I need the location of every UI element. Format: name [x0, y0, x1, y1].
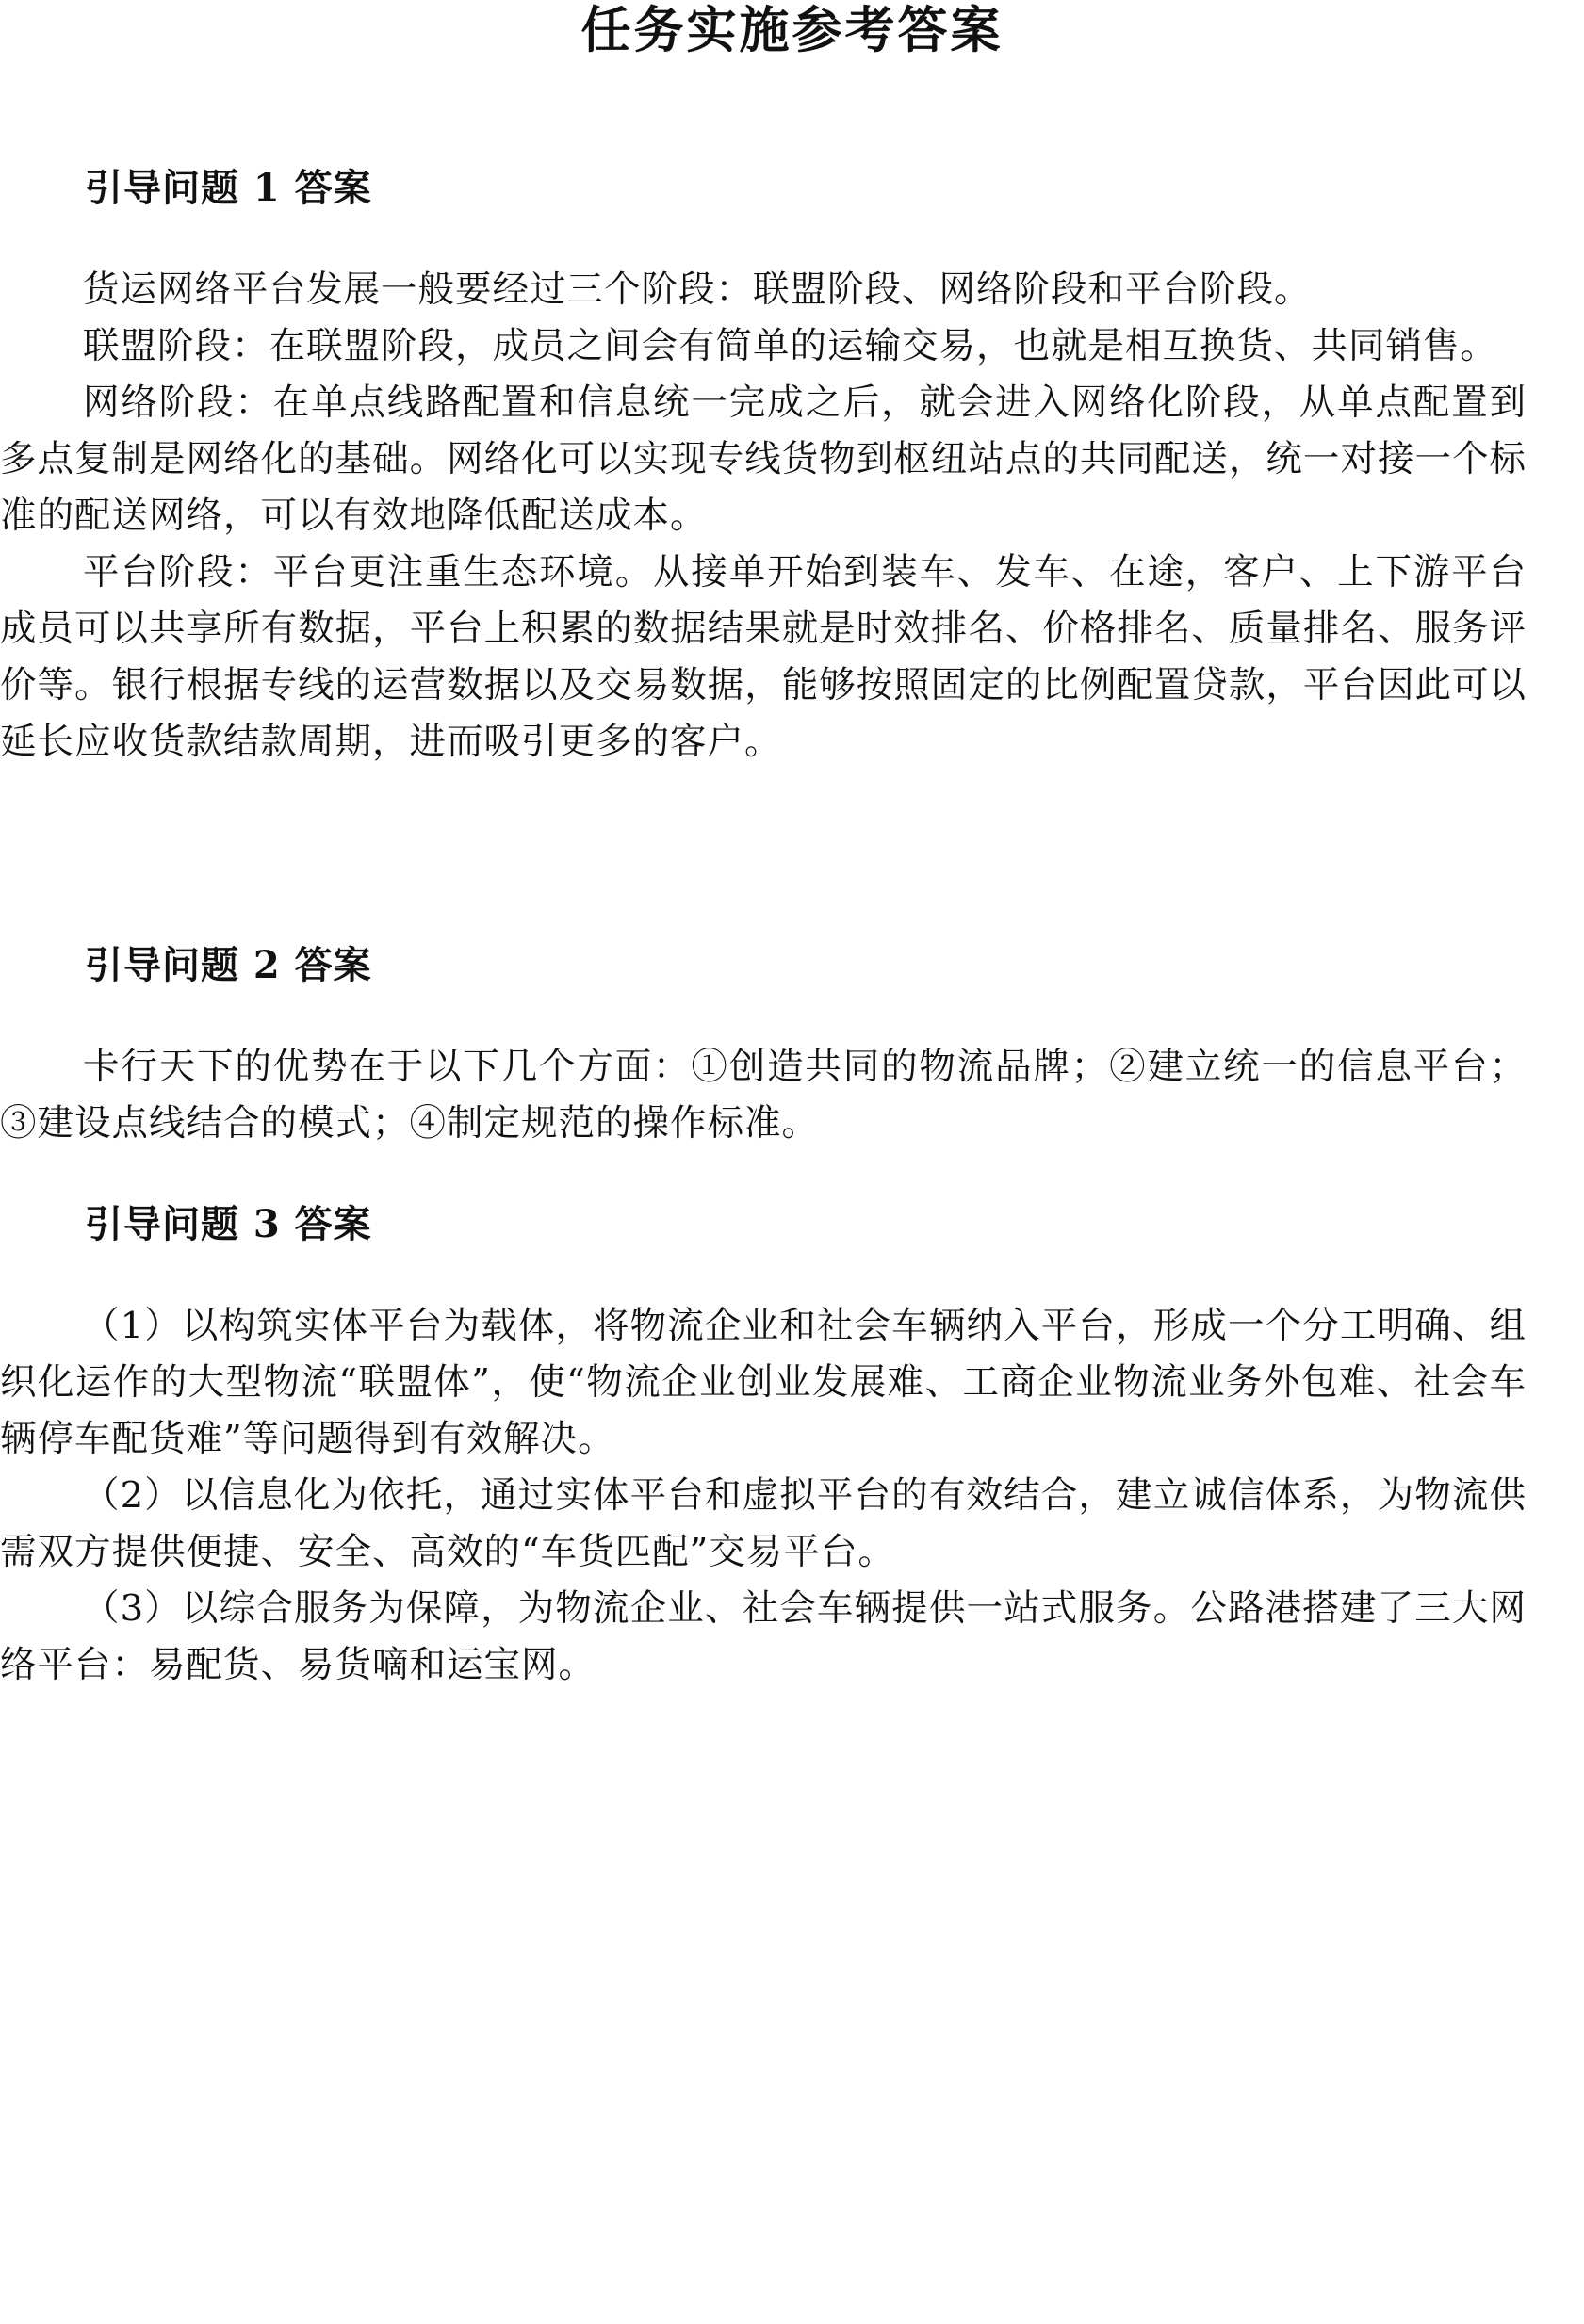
section-body — [0, 1039, 1527, 1152]
answer-section-2 — [0, 937, 1527, 1152]
paragraph: 货运网络平台发展一般要经过三个阶段：联盟阶段、网络阶段和平台阶段。 — [83, 268, 1312, 311]
section-body — [0, 262, 1527, 771]
section-heading: 引导问题 3 答案 — [85, 1202, 372, 1246]
paragraph: （2）以信息化为依托，通过实体平台和虚拟平台的有效结合，建立诚信体系，为物流供需双方提供便捷、安全、高效的“车货匹配”交易平台。 — [0, 1474, 1527, 1573]
paragraph: 网络阶段：在单点线路配置和信息统一完成之后，就会进入网络化阶段，从单点配置到多点复制是网络化的基础。网络化可以实现专线货物到枢纽站点的共同配送，统一对接一个标准的配送网络，可以有效地降低配送成本。 — [0, 382, 1527, 537]
answer-section-3 — [0, 1196, 1527, 1694]
paragraph: 卡行天下的优势在于以下几个方面：①创造共同的物流品牌；②建立统一的信息平台；③建设点线结合的模式；④制定规范的操作标准。 — [0, 1046, 1527, 1145]
paragraph: 联盟阶段：在联盟阶段，成员之间会有简单的运输交易，也就是相互换货、共同销售。 — [83, 325, 1498, 367]
section-heading: 引导问题 1 答案 — [85, 166, 372, 210]
section-heading: 引导问题 2 答案 — [85, 943, 372, 987]
answer-section-1 — [0, 160, 1527, 771]
page-title: 任务实施参考答案 — [580, 1, 1004, 59]
section-body — [0, 1298, 1527, 1694]
paragraph: 平台阶段：平台更注重生态环境。从接单开始到装车、发车、在途，客户、上下游平台成员可以共享所有数据，平台上积累的数据结果就是时效排名、价格排名、质量排名、服务评价等。银行根据专线的运营数据以及交易数据，能够按照固定的比例配置贷款，平台因此可以延长应收货款结款周期，进而吸引更多的客户。 — [0, 551, 1527, 763]
paragraph: （1）以构筑实体平台为载体，将物流企业和社会车辆纳入平台，形成一个分工明确、组织化运作的大型物流“联盟体”，使“物流企业创业发展难、工商企业物流业务外包难、社会车辆停车配货难”等问题得到有效解决。 — [0, 1305, 1527, 1460]
paragraph: （3）以综合服务为保障，为物流企业、社会车辆提供一站式服务。公路港搭建了三大网络平台：易配货、易货嘀和运宝网。 — [0, 1587, 1527, 1686]
